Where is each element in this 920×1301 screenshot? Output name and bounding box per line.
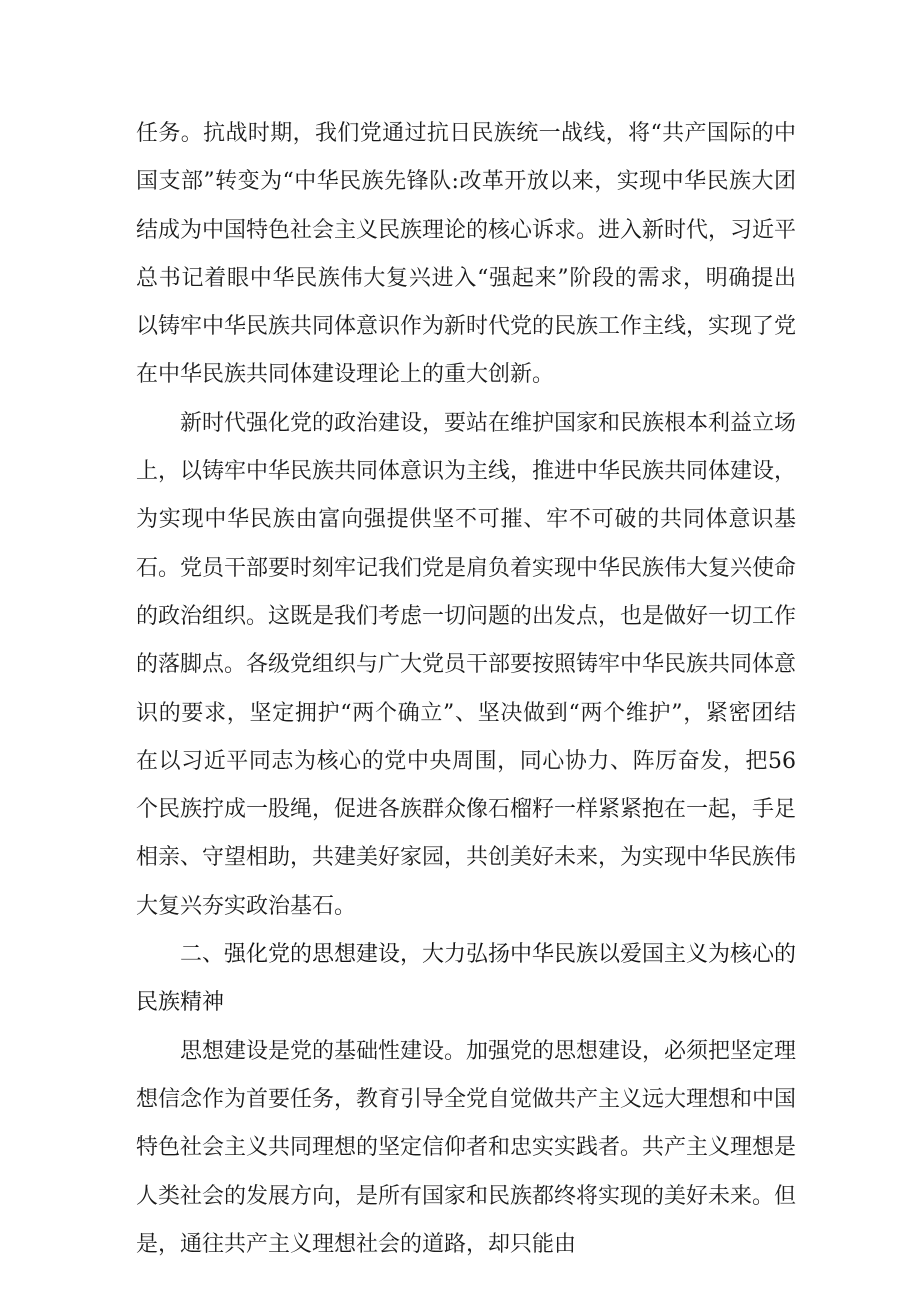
paragraph-continuation: 任务。抗战时期，我们党通过抗日民族统一战线，将“共产国际的中国支部”转变为“中华民族先锋队:改革开放以来，实现中华民族大团结成为中国特色社会主义民族理论的核心诉求。进入新时代，习近平总书记着眼中华民族伟大复兴进入“强起来”阶段的需求，明确提出以铸牢中华民族共同体意识作为新时代党的民族工作主线，实现了党在中华民族共同体建设理论上的重大创新。 — [136, 121, 797, 388]
document-body — [136, 110, 796, 1269]
section-heading-2: 二、强化党的思想建设，大力弘扬中华民族以爱国主义为核心的民族精神 — [136, 942, 797, 1016]
paragraph-ideological-construction: 思想建设是党的基础性建设。加强党的思想建设，必须把坚定理想信念作为首要任务，教育引导全党自觉做共产主义远大理想和中国特色社会主义共同理想的坚定信仰者和忠实实践者。共产主义理想是人类社会的发展方向，是所有国家和民族都终将实现的美好未来。但是，通往共产主义理想社会的道路，却只能由 — [136, 1038, 797, 1257]
paragraph-political-construction: 新时代强化党的政治建设，要站在维护国家和民族根本利益立场上，以铸牢中华民族共同体意识为主线，推进中华民族共同体建设，为实现中华民族由富向强提供坚不可摧、牢不可破的共同体意识基石。党员干部要时刻牢记我们党是肩负着实现中华民族伟大复兴使命的政治组织。这既是我们考虑一切问题的出发点，也是做好一切工作的落脚点。各级党组织与广大党员干部要按照铸牢中华民族共同体意识的要求，坚定拥护“两个确立”、坚决做到“两个维护”，紧密团结在以习近平同志为核心的党中央周围，同心协力、阵厉奋发，把56个民族拧成一股绳，促进各族群众像石榴籽一样紧紧抱在一起，手足相亲、守望相助，共建美好家园，共创美好未来，为实现中华民族伟大复兴夯实政治基石。 — [136, 410, 797, 919]
